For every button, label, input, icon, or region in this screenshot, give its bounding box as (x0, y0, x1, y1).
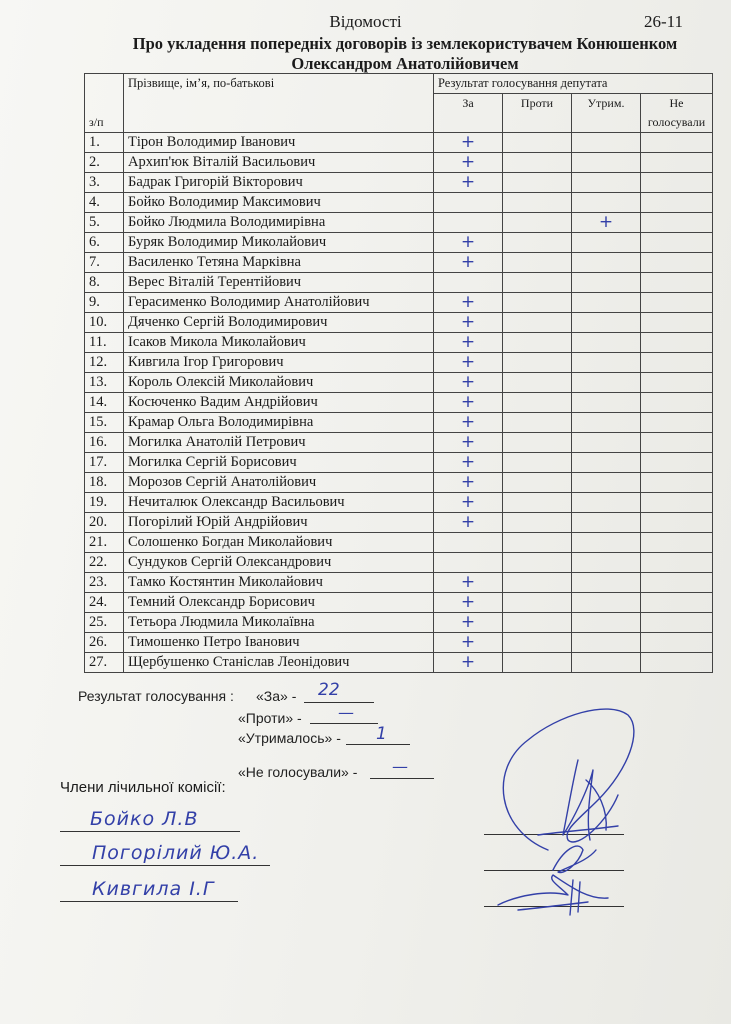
vote-cell-not-voted (641, 613, 713, 633)
document-title: Відомості (329, 12, 402, 31)
row-deputy-name: Нечиталюк Олександр Васильович (124, 493, 434, 513)
header-result: Результат голосування депутата (434, 74, 713, 94)
vote-cell-abstain (572, 413, 641, 433)
vote-cell-not-voted (641, 633, 713, 653)
vote-cell-not-voted (641, 513, 713, 533)
summary-not-voted-value: — (392, 757, 408, 776)
row-number: 21. (85, 533, 124, 553)
vote-cell-not-voted (641, 333, 713, 353)
vote-cell-abstain (572, 273, 641, 293)
voting-table (84, 73, 713, 673)
vote-cell-for: + (434, 373, 503, 393)
row-deputy-name: Морозов Сергій Анатолійович (124, 473, 434, 493)
document-heading (100, 34, 710, 74)
heading-line-2: Олександром Анатолійовичем (291, 54, 519, 73)
vote-cell-for: + (434, 573, 503, 593)
vote-cell-abstain (572, 433, 641, 453)
vote-cell-not-voted (641, 213, 713, 233)
vote-cell-against (503, 393, 572, 413)
vote-cell-not-voted (641, 573, 713, 593)
table-row (85, 613, 713, 633)
header-name: Прізвище, ім’я, по-батькові (124, 74, 434, 133)
vote-cell-for: + (434, 153, 503, 173)
row-number: 6. (85, 233, 124, 253)
summary-abstain-label: «Утрималось» - (238, 730, 341, 746)
vote-cell-for: + (434, 413, 503, 433)
row-number: 17. (85, 453, 124, 473)
row-deputy-name: Король Олексій Миколайович (124, 373, 434, 393)
vote-cell-against (503, 173, 572, 193)
row-number: 14. (85, 393, 124, 413)
vote-cell-abstain (572, 313, 641, 333)
vote-cell-for: + (434, 493, 503, 513)
vote-cell-against (503, 633, 572, 653)
row-deputy-name: Темний Олександр Борисович (124, 593, 434, 613)
vote-cell-abstain (572, 353, 641, 373)
row-deputy-name: Бойко Володимир Максимович (124, 193, 434, 213)
vote-cell-not-voted (641, 233, 713, 253)
header-abstain: Утрим. (572, 94, 641, 133)
heading-line-1: Про укладення попередніх договорів із землекористувачем Конюшенком (132, 34, 678, 53)
vote-cell-against (503, 313, 572, 333)
vote-cell-against (503, 433, 572, 453)
row-deputy-name: Тамко Костянтин Миколайович (124, 573, 434, 593)
table-row (85, 273, 713, 293)
row-number: 23. (85, 573, 124, 593)
table-row (85, 333, 713, 353)
vote-cell-for: + (434, 133, 503, 153)
vote-cell-against (503, 653, 572, 673)
vote-cell-against (503, 213, 572, 233)
vote-cell-for: + (434, 233, 503, 253)
vote-cell-abstain (572, 573, 641, 593)
table-row (85, 533, 713, 553)
vote-cell-not-voted (641, 493, 713, 513)
vote-cell-for (434, 553, 503, 573)
vote-cell-against (503, 253, 572, 273)
vote-cell-for: + (434, 453, 503, 473)
row-number: 18. (85, 473, 124, 493)
row-number: 19. (85, 493, 124, 513)
vote-cell-abstain (572, 493, 641, 513)
vote-cell-abstain (572, 633, 641, 653)
row-number: 15. (85, 413, 124, 433)
vote-cell-not-voted (641, 153, 713, 173)
vote-cell-abstain (572, 553, 641, 573)
vote-cell-abstain (572, 453, 641, 473)
vote-cell-for: + (434, 593, 503, 613)
vote-cell-for (434, 273, 503, 293)
row-deputy-name: Тимошенко Петро Іванович (124, 633, 434, 653)
vote-cell-abstain (572, 473, 641, 493)
row-deputy-name: Верес Віталій Терентійович (124, 273, 434, 293)
table-row (85, 553, 713, 573)
table-row (85, 573, 713, 593)
table-row (85, 233, 713, 253)
vote-cell-for: + (434, 613, 503, 633)
summary-against-underline (310, 723, 378, 724)
vote-cell-for: + (434, 513, 503, 533)
header-against: Проти (503, 94, 572, 133)
vote-cell-abstain (572, 193, 641, 213)
vote-cell-for (434, 213, 503, 233)
vote-cell-not-voted (641, 173, 713, 193)
vote-cell-not-voted (641, 293, 713, 313)
row-deputy-name: Тірон Володимир Іванович (124, 133, 434, 153)
row-number: 25. (85, 613, 124, 633)
row-number: 2. (85, 153, 124, 173)
row-number: 8. (85, 273, 124, 293)
header-number: з/п (85, 74, 124, 133)
vote-cell-against (503, 413, 572, 433)
vote-cell-not-voted (641, 393, 713, 413)
vote-cell-abstain (572, 333, 641, 353)
commission-line-2 (60, 865, 270, 866)
table-row (85, 313, 713, 333)
signatures-scribble (478, 700, 648, 930)
row-deputy-name: Могилка Анатолій Петрович (124, 433, 434, 453)
table-row (85, 633, 713, 653)
vote-cell-against (503, 373, 572, 393)
row-deputy-name: Бадрак Григорій Вікторович (124, 173, 434, 193)
commission-member-2: Погорілий Ю.А. (92, 842, 260, 864)
row-number: 1. (85, 133, 124, 153)
vote-cell-abstain (572, 393, 641, 413)
row-number: 12. (85, 353, 124, 373)
table-row (85, 213, 713, 233)
table-row (85, 133, 713, 153)
vote-cell-against (503, 493, 572, 513)
summary-for-value: 22 (318, 680, 340, 700)
voting-table-body (85, 133, 713, 673)
row-number: 16. (85, 433, 124, 453)
vote-cell-not-voted (641, 133, 713, 153)
vote-cell-against (503, 273, 572, 293)
vote-cell-for (434, 193, 503, 213)
table-row (85, 193, 713, 213)
row-deputy-name: Кивгила Ігор Григорович (124, 353, 434, 373)
vote-cell-against (503, 293, 572, 313)
row-deputy-name: Архип'юк Віталій Васильович (124, 153, 434, 173)
row-deputy-name: Могилка Сергій Борисович (124, 453, 434, 473)
vote-cell-for: + (434, 653, 503, 673)
table-row (85, 353, 713, 373)
vote-cell-abstain (572, 233, 641, 253)
vote-cell-abstain (572, 513, 641, 533)
header-not-voted: Не голосували (641, 94, 713, 133)
vote-cell-against (503, 473, 572, 493)
vote-cell-for: + (434, 313, 503, 333)
vote-cell-against (503, 193, 572, 213)
vote-cell-against (503, 353, 572, 373)
vote-cell-not-voted (641, 313, 713, 333)
vote-cell-not-voted (641, 353, 713, 373)
header-for: За (434, 94, 503, 133)
vote-cell-abstain (572, 153, 641, 173)
row-number: 7. (85, 253, 124, 273)
summary-not-voted-label: «Не голосували» - (238, 764, 358, 780)
table-row (85, 453, 713, 473)
table-row (85, 173, 713, 193)
row-deputy-name: Василенко Тетяна Марківна (124, 253, 434, 273)
vote-cell-abstain (572, 253, 641, 273)
row-number: 24. (85, 593, 124, 613)
summary-against-label: «Проти» - (238, 710, 302, 726)
vote-cell-against (503, 513, 572, 533)
vote-cell-not-voted (641, 653, 713, 673)
vote-cell-against (503, 593, 572, 613)
commission-label: Члени лічильної комісії: (60, 779, 226, 796)
summary-for-label: «За» - (256, 688, 297, 704)
vote-cell-for: + (434, 173, 503, 193)
table-row (85, 513, 713, 533)
table-row (85, 373, 713, 393)
vote-cell-for: + (434, 333, 503, 353)
table-row (85, 433, 713, 453)
vote-cell-for (434, 533, 503, 553)
row-number: 10. (85, 313, 124, 333)
table-row (85, 493, 713, 513)
vote-cell-against (503, 333, 572, 353)
vote-cell-for: + (434, 353, 503, 373)
row-deputy-name: Косюченко Вадим Андрійович (124, 393, 434, 413)
vote-cell-not-voted (641, 273, 713, 293)
vote-cell-against (503, 553, 572, 573)
summary-abstain-value: 1 (376, 724, 387, 744)
vote-cell-abstain (572, 613, 641, 633)
table-row (85, 253, 713, 273)
row-deputy-name: Герасименко Володимир Анатолійович (124, 293, 434, 313)
summary-against-value: — (338, 703, 354, 722)
vote-cell-not-voted (641, 473, 713, 493)
vote-cell-for: + (434, 293, 503, 313)
vote-cell-abstain (572, 373, 641, 393)
vote-cell-not-voted (641, 553, 713, 573)
table-row (85, 393, 713, 413)
row-deputy-name: Бойко Людмила Володимирівна (124, 213, 434, 233)
vote-cell-abstain (572, 533, 641, 553)
row-number: 5. (85, 213, 124, 233)
row-deputy-name: Крамар Ольга Володимирівна (124, 413, 434, 433)
row-deputy-name: Ісаков Микола Миколайович (124, 333, 434, 353)
commission-line-1 (60, 831, 240, 832)
row-number: 20. (85, 513, 124, 533)
vote-cell-against (503, 613, 572, 633)
vote-cell-for: + (434, 253, 503, 273)
commission-member-3: Кивгила І.Г (92, 878, 215, 900)
table-row (85, 293, 713, 313)
vote-cell-abstain (572, 133, 641, 153)
vote-cell-abstain: + (572, 213, 641, 233)
row-number: 27. (85, 653, 124, 673)
row-deputy-name: Погорілий Юрій Андрійович (124, 513, 434, 533)
summary-not-voted-underline (370, 778, 434, 779)
vote-cell-not-voted (641, 373, 713, 393)
vote-cell-for: + (434, 633, 503, 653)
document-number: 26-11 (643, 12, 683, 31)
vote-cell-against (503, 233, 572, 253)
commission-member-1: Бойко Л.В (90, 808, 199, 830)
vote-cell-abstain (572, 593, 641, 613)
row-number: 3. (85, 173, 124, 193)
vote-cell-for: + (434, 393, 503, 413)
row-number: 13. (85, 373, 124, 393)
row-deputy-name: Щербушенко Станіслав Леонідович (124, 653, 434, 673)
vote-cell-not-voted (641, 193, 713, 213)
vote-cell-not-voted (641, 533, 713, 553)
table-row (85, 653, 713, 673)
vote-cell-against (503, 533, 572, 553)
vote-cell-not-voted (641, 413, 713, 433)
vote-cell-not-voted (641, 433, 713, 453)
row-deputy-name: Сундуков Сергій Олександрович (124, 553, 434, 573)
vote-cell-abstain (572, 173, 641, 193)
row-number: 26. (85, 633, 124, 653)
summary-label: Результат голосування : (78, 688, 234, 704)
row-deputy-name: Буряк Володимир Миколайович (124, 233, 434, 253)
vote-cell-against (503, 573, 572, 593)
commission-line-3 (60, 901, 238, 902)
vote-cell-not-voted (641, 453, 713, 473)
table-row (85, 593, 713, 613)
vote-cell-against (503, 453, 572, 473)
row-number: 22. (85, 553, 124, 573)
row-deputy-name: Дяченко Сергій Володимирович (124, 313, 434, 333)
row-deputy-name: Тетьора Людмила Миколаївна (124, 613, 434, 633)
vote-cell-against (503, 153, 572, 173)
vote-cell-against (503, 133, 572, 153)
row-number: 9. (85, 293, 124, 313)
table-row (85, 153, 713, 173)
vote-cell-abstain (572, 653, 641, 673)
table-row (85, 413, 713, 433)
vote-cell-for: + (434, 433, 503, 453)
vote-cell-abstain (572, 293, 641, 313)
summary-abstain-underline (346, 744, 410, 745)
vote-cell-for: + (434, 473, 503, 493)
table-row (85, 473, 713, 493)
vote-cell-not-voted (641, 253, 713, 273)
row-number: 4. (85, 193, 124, 213)
row-number: 11. (85, 333, 124, 353)
row-deputy-name: Солошенко Богдан Миколайович (124, 533, 434, 553)
vote-cell-not-voted (641, 593, 713, 613)
